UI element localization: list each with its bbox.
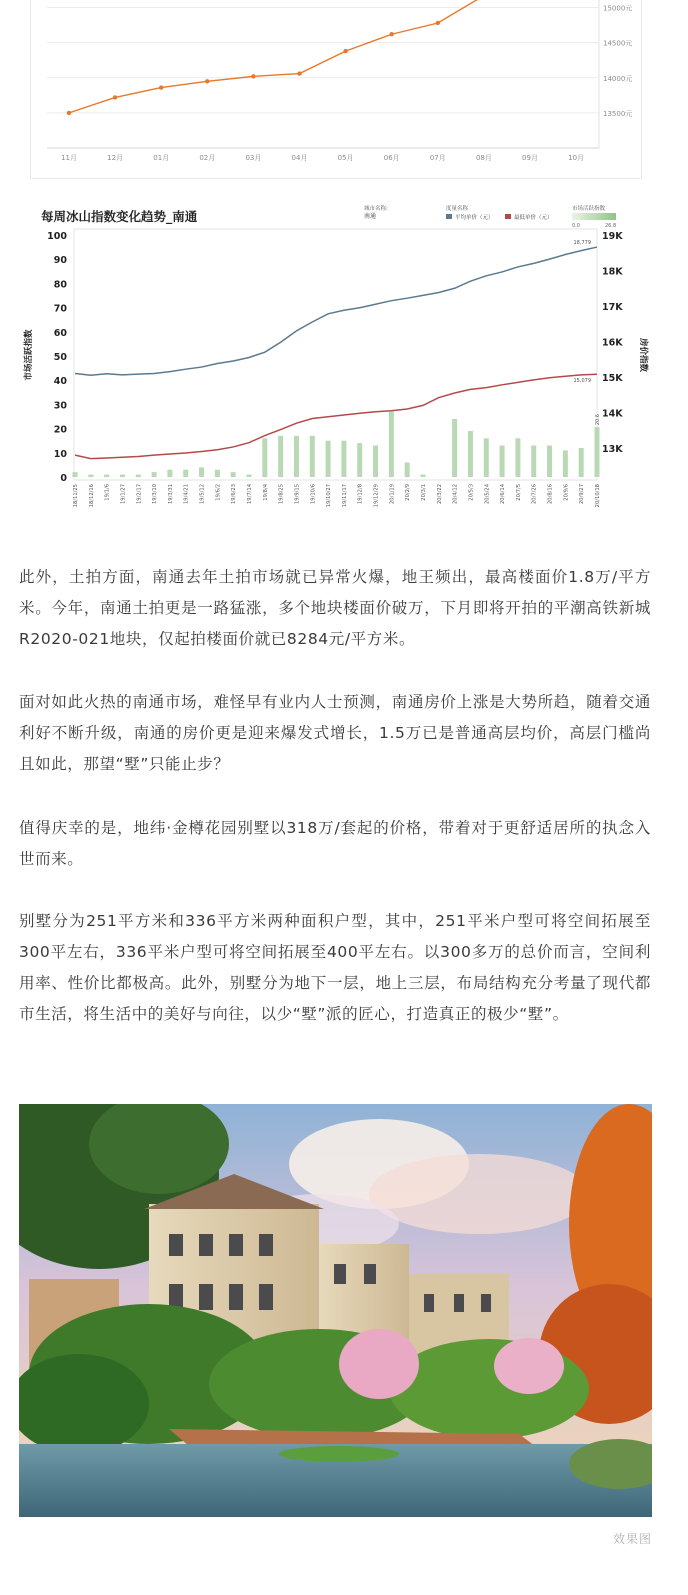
- x-tick-label: 20/4/12: [452, 484, 459, 504]
- x-tick-label: 11月: [61, 154, 77, 162]
- legend-avg-swatch: [446, 214, 452, 219]
- price-trend-svg: [31, 0, 641, 178]
- avg-end-label: 18,779: [573, 240, 591, 247]
- legend-min-swatch: [505, 214, 511, 219]
- x-tick-label: 07月: [429, 154, 446, 162]
- left-tick-label: 60: [53, 327, 67, 339]
- legend-measure-label: 度量名称: [446, 206, 469, 212]
- image-caption: 效果图: [612, 1532, 652, 1546]
- activity-bar: [88, 475, 93, 477]
- x-tick-label: 20/5/24: [484, 484, 491, 504]
- activity-bar: [294, 436, 299, 477]
- x-tick-label: 20/8/16: [547, 484, 554, 504]
- x-tick-label: 20/7/5: [515, 484, 522, 501]
- left-tick-label: 10: [53, 448, 67, 460]
- activity-bar: [341, 441, 346, 477]
- right-tick-label: 13K: [602, 444, 623, 455]
- index-trend-svg: [19, 200, 651, 515]
- activity-bar: [73, 472, 78, 477]
- legend-activity-min: 0.0: [572, 223, 580, 229]
- price-point: [113, 95, 117, 99]
- x-tick-label: 19/9/15: [294, 484, 301, 504]
- right-tick-label: 16K: [602, 337, 623, 349]
- activity-bar: [595, 427, 600, 477]
- price-point: [390, 32, 394, 36]
- left-tick-label: 100: [47, 231, 67, 242]
- y-tick-label: 13500元: [603, 109, 633, 118]
- legend-activity-label: 市场活跃指数: [572, 206, 606, 212]
- article-paragraph-3: 值得庆幸的是，地纬·金樽花园别墅以318万/套起的价格，带着对于更舒适居所的执念入世而来。: [19, 819, 651, 868]
- price-point: [67, 111, 71, 115]
- activity-bar: [389, 412, 394, 477]
- index-trend-chart: [19, 200, 651, 515]
- legend-avg-label: 平均单价（元）: [455, 215, 494, 221]
- left-tick-label: 80: [53, 279, 67, 291]
- activity-bar: [199, 467, 204, 477]
- x-tick-label: 18/11/25: [73, 484, 79, 508]
- x-tick-label: 08月: [475, 154, 492, 162]
- activity-bar: [152, 472, 157, 477]
- activity-bar: [405, 462, 410, 477]
- x-tick-label: 10月: [568, 154, 585, 162]
- x-tick-label: 19/12/29: [373, 484, 380, 508]
- left-tick-label: 20: [53, 424, 67, 436]
- article-paragraph-2: 面对如此火热的南通市场，难怪早有业内人士预测，南通房价上涨是大势所趋，随着交通利好不断升级，南通的房价更是迎来爆发式增长，1.5万已是普通高层均价，高层门槛尚且如此，那望“墅”只能止步？: [19, 693, 651, 773]
- activity-bar: [421, 475, 426, 477]
- avg-price-line: [75, 247, 597, 375]
- right-axis-title: 房价指数: [638, 337, 648, 373]
- min-end-label: 15,079: [573, 378, 591, 385]
- article-paragraph-1: 此外，土拍方面，南通去年土拍市场就已异常火爆，地王频出，最高楼面价1.8万/平方米。今年，南通土拍更是一路猛涨，多个地块楼面价破万，下月即将开拍的平潮高铁新城R2020-021地块，仅起拍楼面价就已8284元/平方米。: [19, 568, 651, 648]
- x-tick-label: 19/1/27: [120, 484, 127, 504]
- left-tick-label: 30: [53, 400, 67, 412]
- x-tick-label: 19/12/8: [357, 484, 364, 504]
- x-tick-label: 06月: [383, 154, 400, 162]
- price-point: [297, 71, 301, 75]
- price-point: [205, 79, 209, 83]
- x-tick-label: 12月: [107, 154, 124, 162]
- activity-bar: [373, 446, 378, 477]
- activity-bar: [215, 470, 220, 477]
- y-tick-label: 15000元: [603, 4, 633, 13]
- chart-title: 每周冰山指数变化趋势_南通: [41, 209, 198, 224]
- activity-bar: [167, 470, 172, 477]
- x-tick-label: 04月: [291, 154, 308, 162]
- activity-bar: [136, 475, 141, 477]
- x-tick-label: 19/5/12: [199, 484, 206, 504]
- x-tick-label: 01月: [153, 154, 170, 162]
- activity-bar: [500, 446, 505, 477]
- activity-bar: [104, 475, 109, 477]
- activity-bar: [278, 436, 283, 477]
- x-tick-label: 20/5/3: [468, 484, 475, 501]
- price-trend-chart: [30, 0, 642, 179]
- article-paragraph-4: 别墅分为251平方米和336平方米两种面积户型，其中，251平米户型可将空间拓展至300平左右，336平米户型可将空间拓展至400平左右。以300多万的总价而言，空间利用率、性价比都极高。此外，别墅分为地下一层，地上三层，布局结构充分考量了现代都市生活，将生活中的美好与向往，以少“墅”派的匠心，打造真正的极少“墅”。: [19, 912, 651, 1023]
- activity-bar: [247, 475, 252, 477]
- activity-bar: [468, 431, 473, 477]
- x-tick-label: 09月: [522, 154, 538, 162]
- x-tick-label: 19/3/10: [152, 484, 159, 504]
- x-tick-label: 18/12/16: [88, 484, 95, 508]
- activity-bar: [452, 419, 457, 477]
- left-axis-title: 市场活跃指数: [24, 329, 34, 381]
- price-point: [436, 21, 440, 25]
- activity-bar: [262, 438, 267, 477]
- activity-bar: [120, 475, 125, 477]
- left-tick-label: 50: [53, 352, 67, 363]
- left-tick-label: 70: [53, 303, 67, 315]
- activity-bar: [357, 443, 362, 477]
- left-tick-label: 40: [53, 376, 67, 388]
- activity-bar: [563, 450, 568, 477]
- x-tick-label: 19/10/6: [310, 484, 317, 504]
- x-tick-label: 20/1/19: [389, 484, 396, 504]
- villa-rendering-image: [19, 1104, 652, 1517]
- x-tick-label: 20/6/14: [500, 484, 507, 504]
- price-series-line: [69, 0, 576, 113]
- x-tick-label: 19/6/23: [231, 484, 238, 504]
- x-tick-label: 05月: [337, 154, 354, 162]
- activity-bar: [183, 470, 188, 477]
- x-tick-label: 20/9/27: [579, 484, 586, 504]
- right-tick-label: 14K: [602, 408, 623, 420]
- x-tick-label: 19/6/2: [215, 484, 222, 501]
- legend-activity-max: 26.8: [605, 223, 617, 229]
- x-tick-label: 19/11/17: [341, 484, 348, 508]
- activity-bar: [515, 438, 520, 477]
- legend-city-label: 城市名称:: [364, 206, 388, 212]
- x-tick-label: 03月: [245, 154, 262, 162]
- y-tick-label: 14000元: [603, 74, 633, 83]
- x-tick-label: 20/3/1: [421, 484, 427, 501]
- right-tick-label: 15K: [602, 373, 623, 384]
- x-tick-label: 19/8/4: [262, 484, 269, 501]
- activity-bar: [484, 438, 489, 477]
- x-tick-label: 02月: [199, 154, 216, 162]
- activity-bar: [326, 441, 331, 477]
- left-tick-label: 90: [53, 255, 67, 267]
- activity-bar: [531, 446, 536, 477]
- x-tick-label: 19/2/17: [136, 484, 143, 504]
- activity-bar: [547, 446, 552, 477]
- x-tick-label: 19/3/31: [167, 484, 174, 504]
- x-tick-label: 20/7/26: [531, 484, 538, 504]
- right-tick-label: 18K: [602, 266, 623, 278]
- legend-city-value: 南通: [364, 213, 377, 220]
- x-tick-label: 19/7/14: [247, 484, 253, 504]
- price-point: [343, 49, 347, 53]
- right-tick-label: 19K: [602, 231, 623, 242]
- activity-bar: [579, 448, 584, 477]
- x-tick-label: 19/4/21: [183, 484, 190, 504]
- x-tick-label: 19/1/6: [104, 484, 111, 501]
- right-tick-label: 17K: [602, 302, 623, 313]
- x-tick-label: 20/9/6: [563, 484, 570, 501]
- x-tick-label: 20/3/22: [436, 484, 443, 504]
- activity-bar: [231, 472, 236, 477]
- price-point: [251, 74, 255, 78]
- y-tick-label: 14500元: [603, 39, 633, 48]
- x-tick-label: 20/10/18: [595, 484, 601, 508]
- legend-min-label: 最低单价（元）: [514, 215, 553, 221]
- x-tick-label: 19/10/27: [326, 484, 333, 508]
- x-tick-label: 19/8/25: [278, 484, 285, 504]
- price-point: [159, 85, 163, 89]
- left-tick-label: 0: [60, 473, 67, 484]
- x-tick-label: 20/2/9: [405, 484, 412, 501]
- activity-bar: [310, 436, 315, 477]
- bar-end-label: 20.6: [595, 414, 601, 426]
- legend-activity-gradient: [572, 213, 616, 220]
